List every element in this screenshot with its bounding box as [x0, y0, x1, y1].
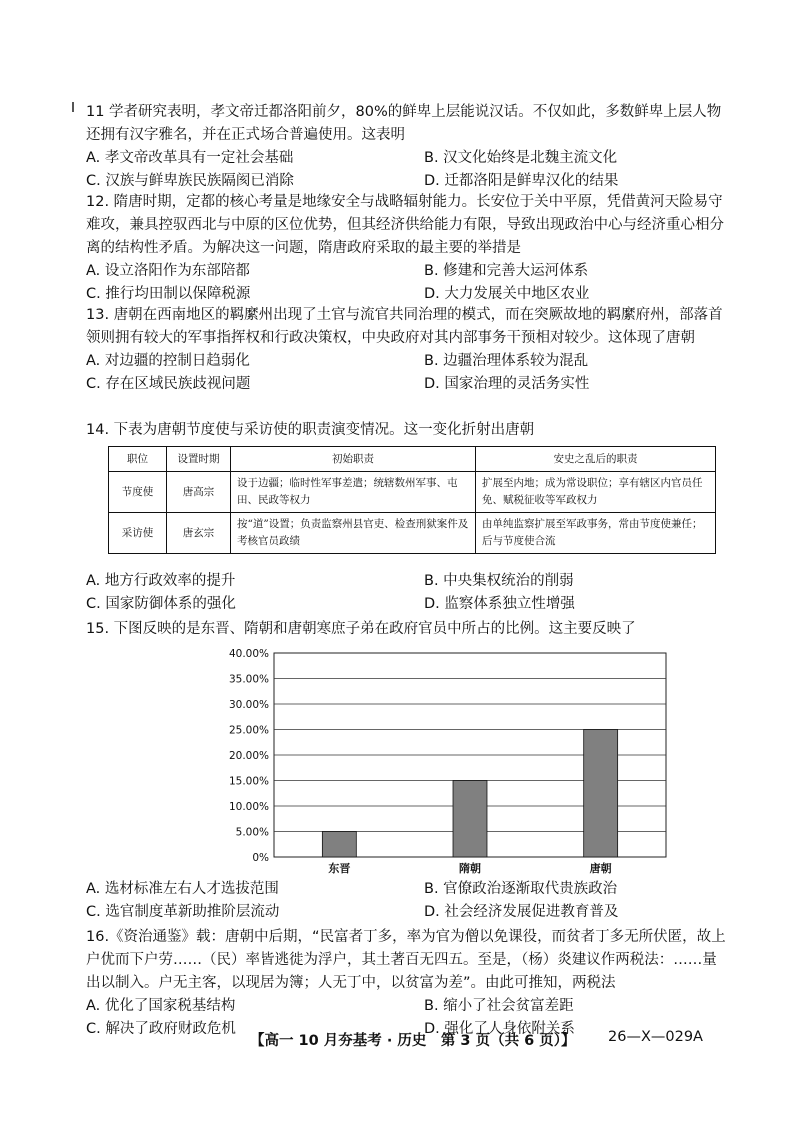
- y-tick-label: 25.00%: [228, 724, 269, 737]
- x-tick-label: 隋朝: [459, 862, 481, 875]
- chart-x-axis: [328, 861, 611, 875]
- bar-3: [584, 730, 618, 858]
- option-b[interactable]: B. 官僚政治逐渐取代贵族政治: [424, 881, 618, 897]
- question-13: [86, 304, 726, 396]
- page-footer: [0, 1029, 800, 1053]
- option-d[interactable]: D. 强化了人身依附关系: [424, 1021, 575, 1037]
- bar-chart: [218, 645, 678, 877]
- question-12: [86, 191, 726, 306]
- question-16: [86, 926, 726, 1041]
- y-tick-label: 35.00%: [228, 673, 269, 686]
- option-c[interactable]: C. 解决了政府财政危机: [86, 1021, 236, 1037]
- footer-title: 【高一 10 月夯基考 · 历史 第 3 页（共 6 页）】: [250, 1033, 576, 1049]
- options: [86, 878, 726, 924]
- option-a[interactable]: A. 对边疆的控制日趋弱化: [86, 353, 250, 369]
- y-tick-label: 40.00%: [228, 648, 269, 660]
- x-tick-label: 东晋: [328, 862, 351, 875]
- table-cell: 设于边疆；临时性军事差遣；统辖数州军事、屯田、民政等权力: [231, 472, 476, 513]
- chart-y-axis: [229, 648, 269, 864]
- paper-code: 26—X—029A: [608, 1029, 703, 1045]
- table-header: 职位: [109, 447, 167, 472]
- y-tick-label: 15.00%: [228, 775, 269, 788]
- option-a[interactable]: A. 设立洛阳作为东部陪都: [86, 263, 250, 279]
- question-15: [86, 618, 726, 641]
- question-15-options: [86, 878, 726, 924]
- question-stem: 12. 隋唐时期，定都的核心考量是地缘安全与战略辐射能力。长安位于关中平原，凭借黄河天险易守难攻，兼具控驭西北与中原的区位优势，但其经济供给能力有限，导致出现政治中心与经济重心相分离的结构性矛盾。为解决这一问题，隋唐政府采取的最主要的举措是: [86, 194, 724, 256]
- option-b[interactable]: B. 汉文化始终是北魏主流文化: [424, 150, 618, 166]
- options: [86, 147, 726, 193]
- option-a[interactable]: A. 选材标准左右人才选拔范围: [86, 881, 279, 897]
- option-a[interactable]: A. 地方行政效率的提升: [86, 573, 236, 589]
- option-d[interactable]: D. 监察体系独立性增强: [424, 596, 575, 612]
- options: [86, 350, 726, 396]
- question-stem: 11 学者研究表明，孝文帝迁都洛阳前夕，80%的鲜卑上层能说汉话。不仅如此，多数鲜卑上层人物还拥有汉字雅名，并在正式场合普遍使用。这表明: [86, 104, 722, 143]
- options: [86, 260, 726, 306]
- option-b[interactable]: B. 边疆治理体系较为混乱: [424, 353, 589, 369]
- table-cell: 按“道”设置；负责监察州县官吏、检查刑狱案件及考核官员政绩: [231, 513, 476, 554]
- option-a[interactable]: A. 孝文帝改革具有一定社会基础: [86, 150, 294, 166]
- option-c[interactable]: C. 汉族与鲜卑族民族隔阂已消除: [86, 173, 294, 189]
- duty-table: [108, 446, 716, 554]
- option-d[interactable]: D. 国家治理的灵活务实性: [424, 376, 590, 392]
- bar-1: [322, 832, 356, 858]
- table-row: [109, 472, 716, 513]
- table-header: 初始职责: [231, 447, 476, 472]
- option-c[interactable]: C. 推行均田制以保障税源: [86, 286, 251, 302]
- option-d[interactable]: D. 社会经济发展促进教育普及: [424, 904, 619, 920]
- table-cell: 采访使: [109, 513, 167, 554]
- table-row: [109, 513, 716, 554]
- option-b[interactable]: B. 缩小了社会贫富差距: [424, 998, 574, 1014]
- margin-mark: [72, 102, 74, 112]
- table-cell: 节度使: [109, 472, 167, 513]
- question-stem: 13. 唐朝在西南地区的羁縻州出现了土官与流官共同治理的模式，而在突厥故地的羁縻府州，部落首领则拥有较大的军事指挥权和行政决策权，中央政府对其内部事务干预相对较少。这体现了唐朝: [86, 307, 723, 346]
- table-cell: 扩展至内地；成为常设职位；享有辖区内官员任免、赋税征收等军政权力: [476, 472, 716, 513]
- table-cell: 唐高宗: [167, 472, 231, 513]
- table-cell: 唐玄宗: [167, 513, 231, 554]
- question-stem: 14. 下表为唐朝节度使与采访使的职责演变情况。这一变化折射出唐朝: [86, 422, 535, 438]
- question-11: [86, 101, 726, 193]
- option-d[interactable]: D. 迁都洛阳是鲜卑汉化的结果: [424, 173, 619, 189]
- question-stem: 15. 下图反映的是东晋、隋朝和唐朝寒庶子弟在政府官员中所占的比例。这主要反映了: [86, 621, 636, 637]
- y-tick-label: 10.00%: [228, 801, 269, 813]
- y-tick-label: 20.00%: [228, 750, 269, 762]
- option-b[interactable]: B. 中央集权统治的削弱: [424, 573, 574, 589]
- option-d[interactable]: D. 大力发展关中地区农业: [424, 286, 590, 302]
- table-header: 安史之乱后的职责: [476, 447, 716, 472]
- question-14: [86, 419, 726, 442]
- table-cell: 由单纯监察扩展至军政事务，常由节度使兼任；后与节度使合流: [476, 513, 716, 554]
- y-tick-label: 30.00%: [228, 699, 269, 711]
- y-tick-label: 0%: [252, 852, 269, 864]
- option-c[interactable]: C. 存在区域民族歧视问题: [86, 376, 251, 392]
- y-tick-label: 5.00%: [235, 826, 269, 839]
- table-header-row: [109, 447, 716, 472]
- x-tick-label: 唐朝: [589, 862, 612, 875]
- option-a[interactable]: A. 优化了国家税基结构: [86, 998, 236, 1014]
- question-14-options: [86, 570, 726, 616]
- option-c[interactable]: C. 选官制度革新助推阶层流动: [86, 904, 280, 920]
- question-stem: 16.《资治通鉴》载：唐朝中后期，“民富者丁多，率为官为僧以免课役，而贫者丁多无所伏匿，故上户优而下户劳……（民）率皆逃徙为浮户，其土著百无四五。至是，（杨）炎建议作两税法：……量出以制入。户无主客，以现居为簿；人无丁中，以贫富为差”。由此可推知，两税法: [86, 929, 726, 991]
- bar-2: [453, 781, 487, 858]
- option-b[interactable]: B. 修建和完善大运河体系: [424, 263, 589, 279]
- option-c[interactable]: C. 国家防御体系的强化: [86, 596, 236, 612]
- options: [86, 570, 726, 616]
- chart-bars: [322, 730, 617, 858]
- table-header: 设置时期: [167, 447, 231, 472]
